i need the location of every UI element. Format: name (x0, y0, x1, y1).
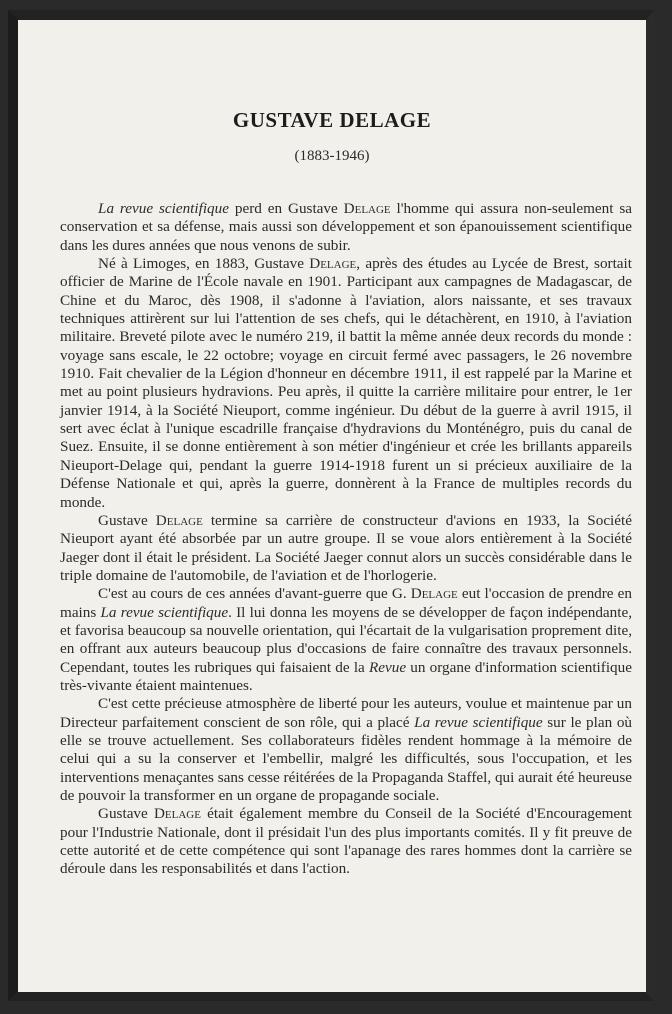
paragraph-text: un organe d'information scientifique très-vivante étaient maintenues. (60, 658, 632, 694)
italic-text: Revue (368, 658, 407, 676)
paragraph (60, 805, 632, 878)
document-page (8, 10, 654, 1001)
paragraph-text: était également membre du Conseil de la Société d'Encouragement pour l'Industrie Nationale, dont il présidait l'un des plus importants comités. Il y fit preuve de cette autorité et de cette compétence qui sont l'apanage des rares hommes dont la carrière se déroule dans les responsabilités et dans l'action. (60, 805, 632, 878)
paragraph-text: sur le plan où elle se trouve actuellement. Ses collaborateurs fidèles rendent hommage à la mémoire de celui qui a su la conserver et l'embellir, malgré les difficultés, sous l'occupation, et les interventions menaçantes sans cesse réitérées de la Propaganda Staffel, qui aurait été heureuse de pouvoir la transformer en un organe de propagande sociale. (60, 713, 633, 804)
italic-text: La revue scientifique (100, 603, 229, 621)
paragraph-text: perd en Gustave (229, 200, 344, 217)
italic-text: La revue scientifique (98, 200, 229, 217)
small-caps-name: Delage (343, 200, 391, 217)
paragraph (60, 512, 632, 585)
paragraph-text: eut l'occasion de prendre en mains (60, 585, 632, 621)
small-caps-name: Delage (410, 585, 458, 603)
article-body (60, 200, 632, 879)
paragraph-text: Gustave (98, 805, 154, 823)
paragraph (60, 255, 632, 512)
small-caps-name: Delage (309, 255, 357, 273)
paragraph-text: Né à Limoges, en 1883, Gustave (98, 255, 310, 273)
page-title: GUSTAVE DELAGE (232, 108, 432, 132)
life-dates: (1883-1946) (294, 148, 370, 164)
paragraph-text: C'est cette précieuse atmosphère de liberté pour les auteurs, voulue et maintenue par un Directeur parfaitement conscient de son rôle, qui a placé (60, 695, 632, 731)
small-caps-name: Delage (155, 511, 203, 529)
paragraph-text: C'est au cours de ces années d'avant-guerre que G. (98, 585, 411, 603)
paragraph-text: l'homme qui assura non-seulement sa conservation et sa défense, mais aussi son développement et son épanouissement scientifique dans les dures années que nous venons de subir. (60, 200, 633, 254)
paragraph (60, 585, 632, 695)
paragraph-text: . Il lui donna les moyens de se développer de façon indépendante, et favorisa beaucoup sa nouvelle orientation, qui l'écartait de la vulgarisation proprement dite, en offrant aux auteurs beaucoup plus d'occasions de faire connaître des travaux personnels. Cependant, toutes les rubriques qui faisaient de la (60, 603, 633, 676)
small-caps-name: Delage (153, 805, 201, 823)
paragraph (60, 695, 632, 805)
paragraph-text: Gustave (98, 511, 156, 529)
paragraph-text: termine sa carrière de constructeur d'avions en 1933, la Société Nieuport ayant été absorbée par un autre groupe. Il se voue alors entièrement à la Société Jaeger dont il était le président. La Société Jaeger connut alors un succès considérable dans le triple domaine de l'automobile, de l'aviation et de l'horlogerie. (60, 511, 632, 584)
paragraph (60, 200, 632, 255)
paragraph-text: , après des études au Lycée de Brest, sortait officier de Marine de l'École navale en 1901. Participant aux campagnes de Madagascar, de Chine et du Maroc, dès 1908, il s'adonne à l'aviation, alors naissante, et ses travaux techniques attirèrent sur lui l'attention de ses chefs, qui le détachèrent, en 1910, à l'aviation militaire. Breveté pilote avec le numéro 219, il battit la même année deux records du monde : voyage sans escale, le 22 octobre; voyage en circuit fermé avec passagers, le 26 novembre 1910. Fait chevalier de la Légion d'honneur en décembre 1911, il est rappelé par la Marine et met au point plusieurs hydravions. Peu après, il quitte la carrière militaire pour entrer, le 1er janvier 1914, à la Société Nieuport, comme ingénieur. Du début de la guerre à avril 1915, il sert avec éclat à l'unique escadrille française d'hydravions du Monténégro, puis du canal de Suez. Ensuite, il se donne entièrement à son métier d'ingénieur et crée les brillants appareils Nieuport-Delage qui, pendant la guerre 1914-1918 furent un si précieux auxiliaire de la Défense Nationale et qui, après la guerre, donnèrent à la France de multiples records du monde. (60, 255, 632, 511)
italic-text: La revue scientifique (414, 713, 543, 731)
